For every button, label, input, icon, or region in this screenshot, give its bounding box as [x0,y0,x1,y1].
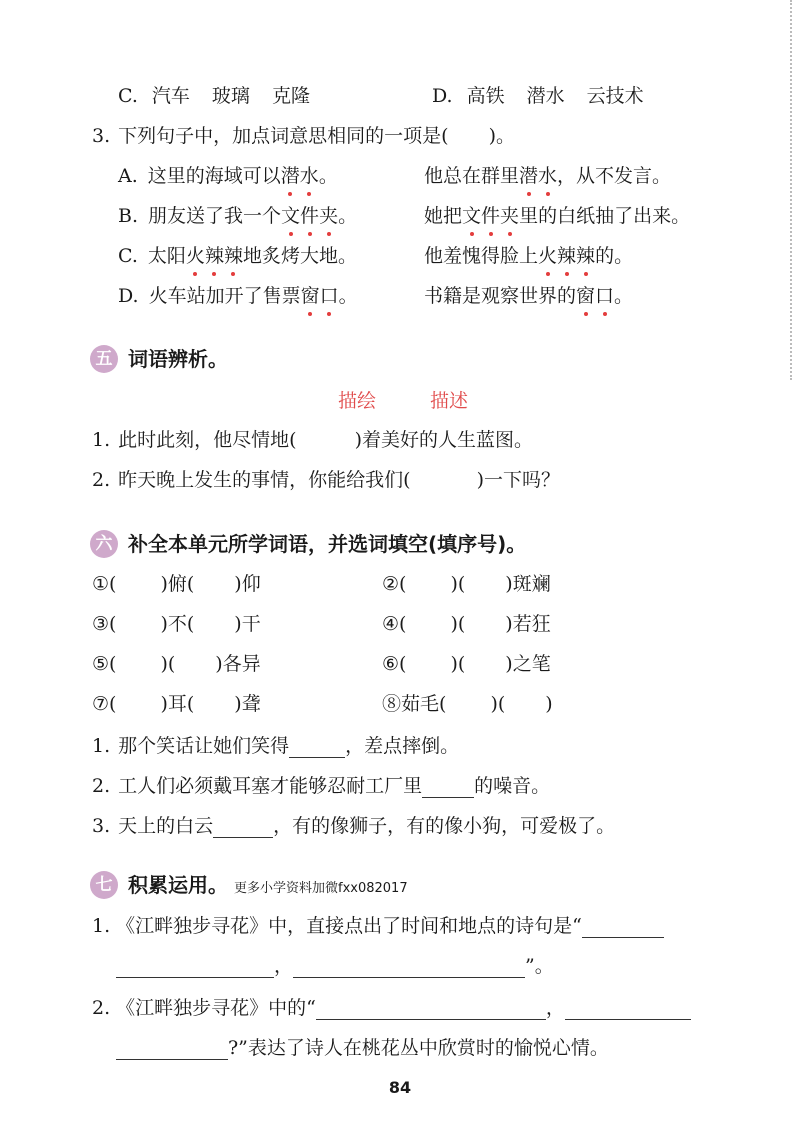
answer-blank[interactable] [116,1039,228,1060]
section-badge-6: 六 [90,530,118,558]
sec7-q2-line2: ?”表达了诗人在桃花丛中欣赏时的愉悦心情。 [116,1036,609,1060]
q3-option-a-right: 他总在群里潜水，从不发言。 [424,165,672,187]
word-choice-2: 描述 [430,390,469,412]
q2-option-d: D. 高铁 潜水 云技术 [432,85,644,107]
q3-option-d-right: 书籍是观察世界的窗口。 [424,285,634,307]
answer-blank[interactable] [213,817,273,838]
perforation-edge [790,0,792,380]
idiom-3: ③( )不( )干 [92,613,261,635]
fill-item-2: 2. 工人们必须戴耳塞才能够忍耐工厂里 的噪音。 [92,775,551,797]
idiom-4: ④( )( )若狂 [382,613,551,635]
idiom-7: ⑦( )耳( )聋 [92,693,261,715]
idiom-8: ⑧茹毛( )( ) [382,693,553,715]
answer-blank[interactable] [565,999,691,1020]
answer-blank[interactable] [289,737,345,758]
q3-stem: 3. 下列句子中，加点词意思相同的一项是( )。 [92,125,515,147]
answer-blank[interactable] [582,917,664,938]
sec5-item-1: 1. 此时此刻，他尽情地( )着美好的人生蓝图。 [92,429,533,451]
q3-option-c-right: 他羞愧得脸上火辣辣的。 [424,245,634,267]
section-note: 更多小学资料加微fxx082017 [234,881,408,896]
fill-item-3: 3. 天上的白云 ，有的像狮子，有的像小狗，可爱极了。 [92,815,616,837]
section-title-6: 补全本单元所学词语，并选词填空(填序号)。 [128,532,527,556]
idiom-6: ⑥( )( )之笔 [382,653,551,675]
section-title-5: 词语辨析。 [128,347,228,371]
q2-option-c: C. 汽车 玻璃 克隆 [118,85,310,107]
sec5-item-2: 2. 昨天晚上发生的事情，你能给我们( )一下吗？ [92,469,560,491]
q3-option-d-left: D. 火车站加开了售票窗口。 [118,285,358,307]
q3-option-b-right: 她把文件夹里的白纸抽了出来。 [424,205,691,227]
page-number: 84 [388,1078,412,1097]
section-title-7: 积累运用。 更多小学资料加微fxx082017 [128,873,408,897]
answer-blank[interactable] [116,957,274,978]
section-badge-5: 五 [90,345,118,373]
q3-option-c-left: C. 太阳火辣辣地炙烤大地。 [118,245,357,267]
sec7-q2-line1: 2. 《江畔独步寻花》中的“ ， [92,996,691,1020]
q3-option-b-left: B. 朋友送了我一个文件夹。 [118,205,358,227]
answer-blank[interactable] [316,999,546,1020]
idiom-5: ⑤( )( )各异 [92,653,261,675]
sec7-q1-line2: ， ”。 [116,954,554,978]
answer-blank[interactable] [422,777,474,798]
answer-blank[interactable] [293,957,525,978]
q3-option-a-left: A. 这里的海域可以潜水。 [118,165,338,187]
section-badge-7: 七 [90,871,118,899]
idiom-2: ②( )( )斑斓 [382,573,551,595]
fill-item-1: 1. 那个笑话让她们笑得 ，差点摔倒。 [92,735,460,757]
idiom-1: ①( )俯( )仰 [92,573,261,595]
word-choice-1: 描绘 [338,390,377,412]
sec7-q1-line1: 1. 《江畔独步寻花》中，直接点出了时间和地点的诗句是“ [92,914,664,938]
